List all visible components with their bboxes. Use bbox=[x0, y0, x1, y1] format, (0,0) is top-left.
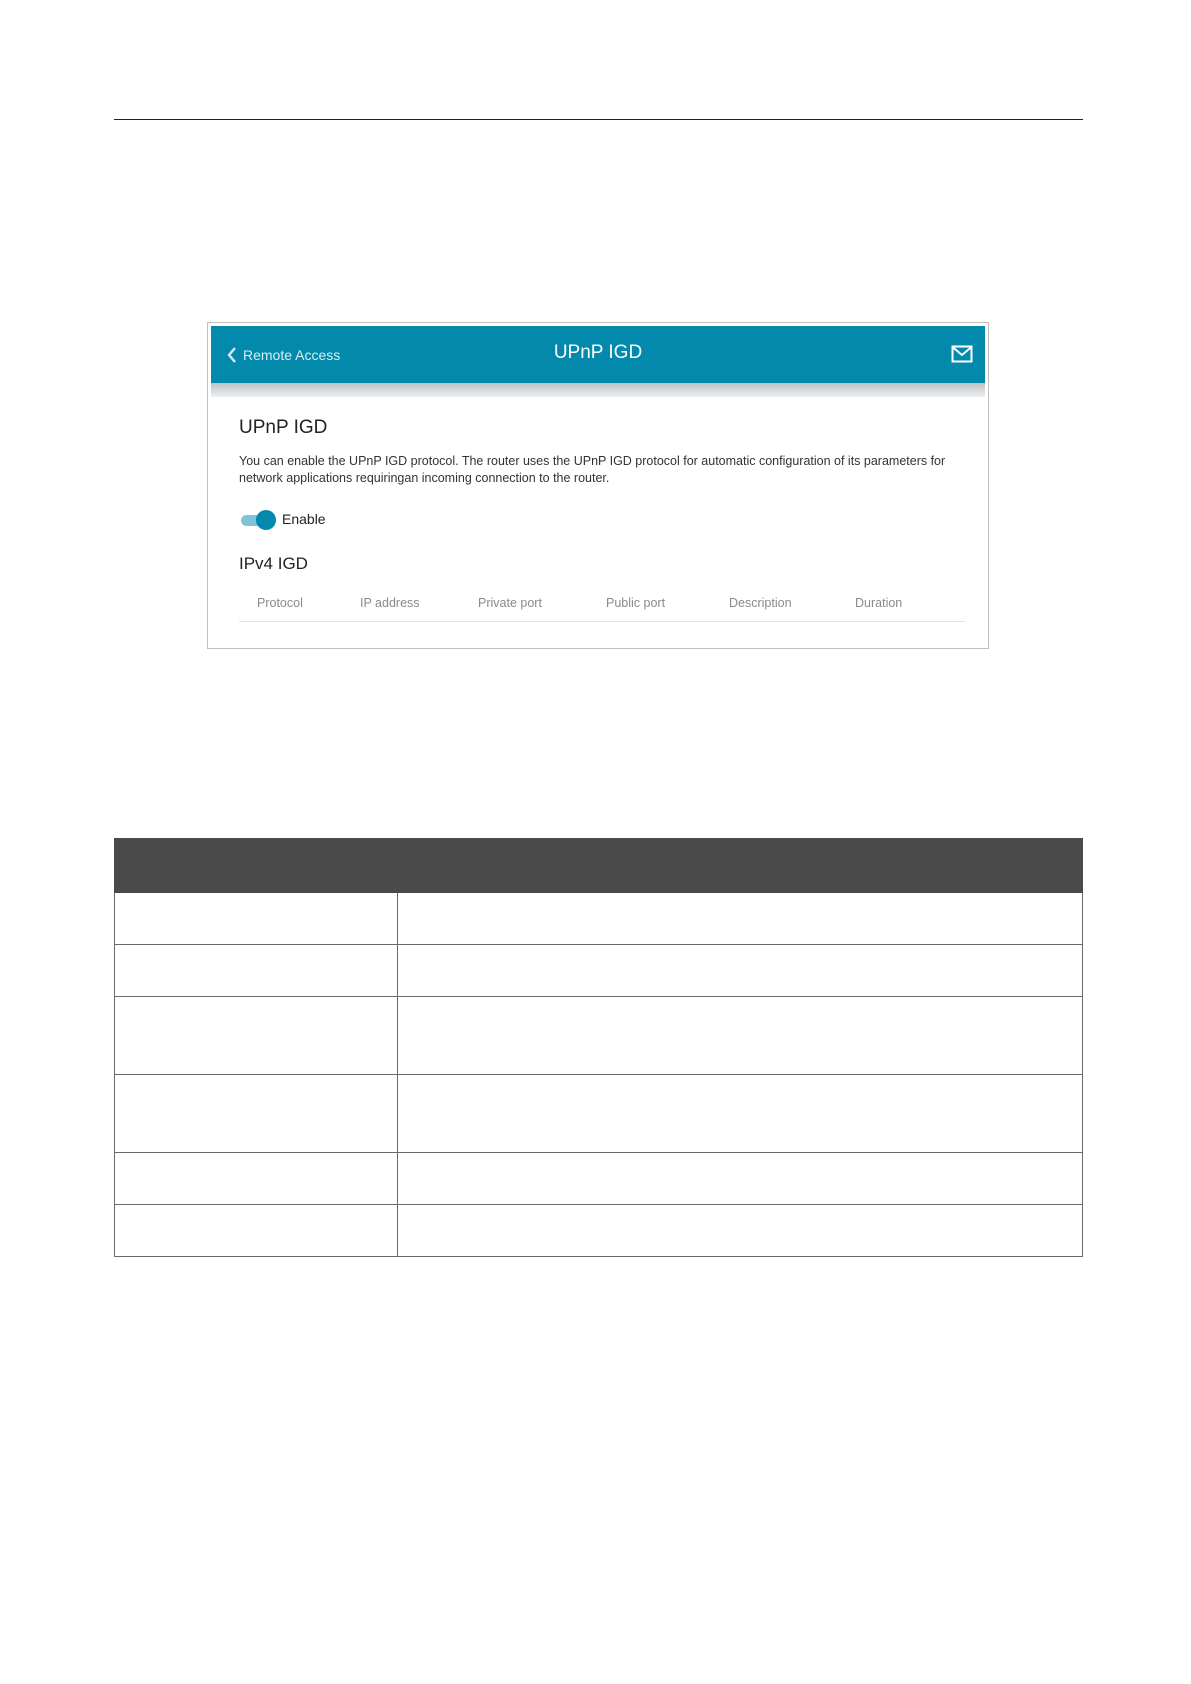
toggle-knob bbox=[256, 510, 276, 530]
page-header-rule bbox=[114, 119, 1083, 120]
table-row bbox=[115, 997, 1083, 1075]
table-cell bbox=[398, 1205, 1083, 1257]
table-cell bbox=[115, 1075, 398, 1153]
column-header-duration: Duration bbox=[855, 596, 903, 610]
table-cell bbox=[398, 1075, 1083, 1153]
envelope-icon bbox=[951, 345, 973, 363]
upnp-igd-screenshot bbox=[207, 322, 989, 649]
section-title: UPnP IGD bbox=[239, 417, 328, 438]
table-row bbox=[115, 1205, 1083, 1257]
table-cell bbox=[115, 945, 398, 997]
enable-label: Enable bbox=[282, 511, 326, 527]
table-header-row bbox=[115, 839, 1083, 893]
table-cell bbox=[115, 997, 398, 1075]
parameters-table bbox=[114, 838, 1083, 1257]
table-cell bbox=[398, 997, 1083, 1075]
column-header-public-port: Public port bbox=[606, 596, 666, 610]
column-header-description: Description bbox=[729, 596, 792, 610]
table-cell bbox=[398, 893, 1083, 945]
page-title: UPnP IGD bbox=[553, 342, 643, 363]
enable-toggle[interactable] bbox=[241, 510, 275, 530]
back-link-label: Remote Access bbox=[243, 347, 341, 363]
table-cell bbox=[115, 893, 398, 945]
column-header-ip-address: IP address bbox=[360, 596, 420, 610]
top-bar bbox=[211, 326, 985, 383]
settings-card bbox=[211, 397, 985, 643]
ipv4-igd-title: IPv4 IGD bbox=[239, 554, 308, 573]
table-row bbox=[115, 893, 1083, 945]
table-cell bbox=[398, 1153, 1083, 1205]
table-header bbox=[115, 839, 1083, 893]
mail-button[interactable] bbox=[951, 345, 973, 367]
table-row bbox=[115, 945, 1083, 997]
table-row bbox=[115, 1075, 1083, 1153]
section-description: You can enable the UPnP IGD protocol. The router uses the UPnP IGD protocol for automatic configuration of its parameters for network applications requiringan incoming connection to the router. bbox=[239, 454, 946, 485]
table-row bbox=[115, 1153, 1083, 1205]
table-header-rule bbox=[239, 621, 965, 622]
top-bar-shadow bbox=[211, 383, 985, 397]
table-cell bbox=[398, 945, 1083, 997]
table-cell bbox=[115, 1205, 398, 1257]
column-header-protocol: Protocol bbox=[257, 596, 303, 610]
column-header-private-port: Private port bbox=[478, 596, 542, 610]
table-cell bbox=[115, 1153, 398, 1205]
